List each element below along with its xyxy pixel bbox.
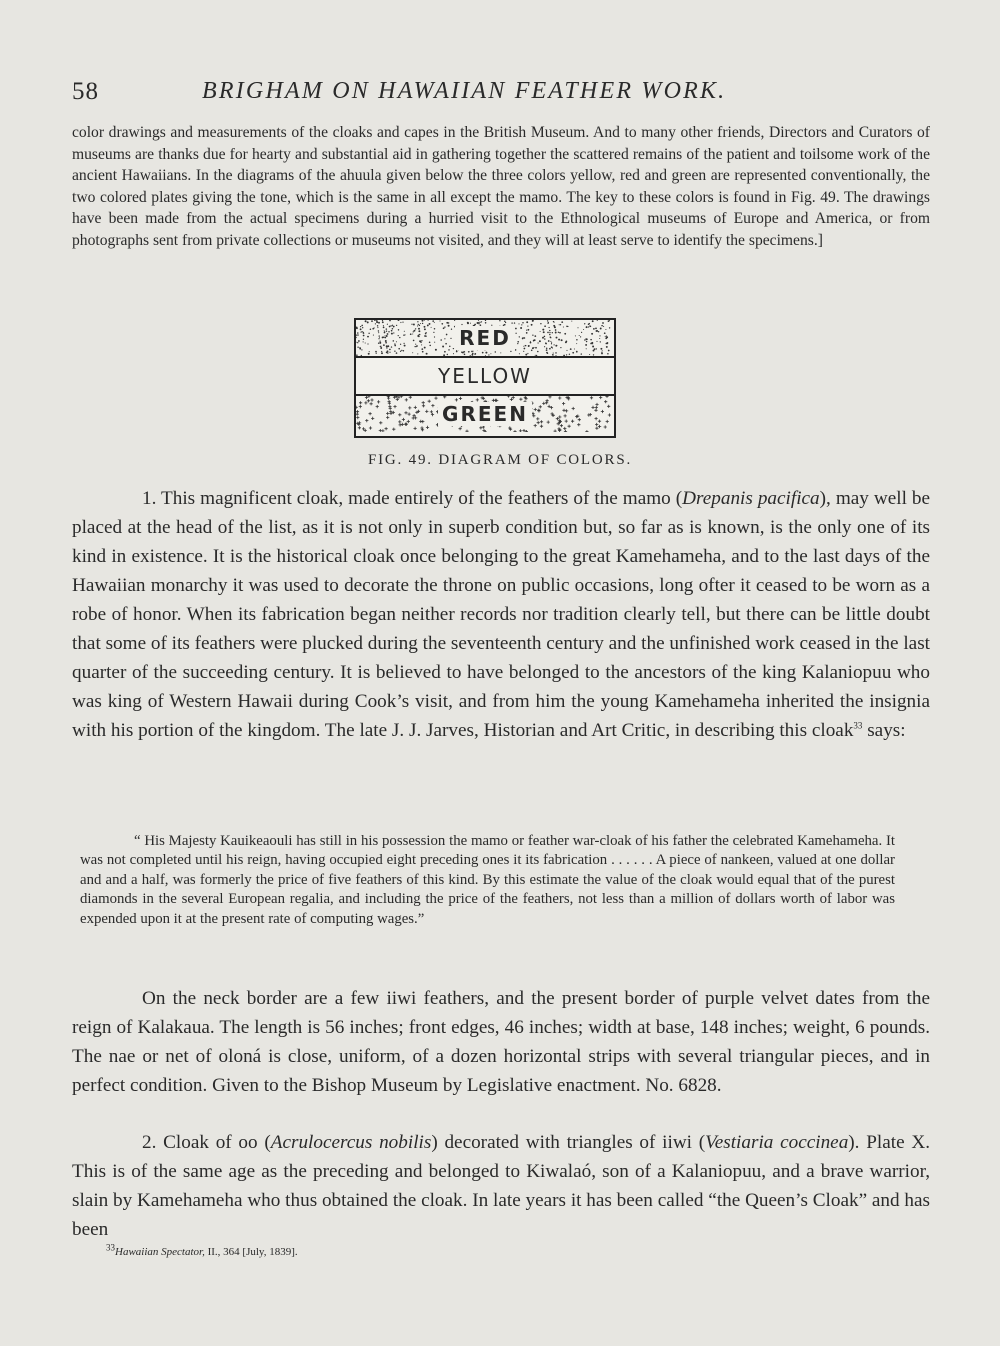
color-key-diagram: [354, 318, 616, 438]
page-header: [72, 78, 932, 112]
green-band: [356, 394, 614, 432]
jarves-quote: “ His Majesty Kauikeaouli has still in his possession the mamo or feather war-cloak of his father the celebrated Kamehameha. It was not completed until his reign, having occupied eight preceding ones it its fabrication . . . . . . A piece of nankeen, valued at one dollar and and a half, was formerly the price of five feathers of this kind. By this estimate the value of the cloak would equal that of the purest diamonds in the several European regalia, and including the price of the feathers, not less than a million of dollars worth of labor was expended upon it at the present rate of computing wages.”: [80, 833, 895, 927]
paragraph-2-number: 2.: [142, 1132, 157, 1153]
green-band-label: GREEN: [438, 402, 532, 426]
paragraph-2: [72, 1128, 930, 1244]
paragraph-1-text-b: ), may well be placed at the head of the list, as it is not only in superb condition but, so far as is known, is the only one of its kind in existence. It is the historical cloak once belonging to the great Kamehameha, and to the last days of the Hawaiian monarchy it was used to decorate the throne on public occasions, long ofter it ceased to be worn as a robe of honor. When its fabrication began neither records nor tradition clearly tell, but there can be little doubt that some of its feathers were plucked during the seventeenth century and the unfinished work ceased in the last quarter of the succeeding century. It is believed to have belonged to the ancestors of the king Kalaniopuu who was king of Western Hawaii during Cook’s visit, and from him the young Kamehameha inherited the insignia with his portion of the kingdom. The late J. J. Jarves, Historian and Art Critic, in describing this cloak: [72, 488, 931, 741]
species-acrulocercus: Acrulocercus nobilis: [270, 1132, 432, 1153]
intro-paragraph: color drawings and measurements of the cloaks and capes in the British Museum. And to many other friends, Directors and Curators of museums are thanks due for hearty and substantial aid in gathering together the scattered remains of the patient and toilsome work of the ancient Hawaiians. In the diagrams of the ahuula given below the three colors yellow, red and green are represented conventionally, the two colored plates giving the tone, which is the same in all except the mamo. The key to these colors is found in Fig. 49. The drawings have been made from the actual specimens during a hurried visit to the Ethnological museums of Europe and America, or from photographs sent from private collections or museums not visited, and they will at least serve to identify the specimens.]: [72, 124, 930, 249]
figure-caption: FIG. 49. DIAGRAM OF COLORS.: [367, 452, 633, 468]
yellow-band: [356, 356, 614, 394]
yellow-band-label: YELLOW: [438, 364, 532, 388]
paragraph-2-text-c: ). Plate X. This is of the same age as the preceding and belonged to Kiwalaó, son of a Kalaniopuu, and a brave warrior, slain by Kamehameha who thus obtained the cloak. In late years it has been called “the Queen’s Cloak” and has been: [72, 1132, 930, 1240]
red-band: [356, 320, 614, 356]
running-head: BRIGHAM ON HAWAIIAN FEATHER WORK.: [202, 78, 727, 104]
species-drepanis: Drepanis pacifica: [682, 488, 820, 509]
page-number: 58: [72, 78, 99, 105]
paragraph-2-text-a: Cloak of oo (: [156, 1132, 271, 1153]
paragraph-1: [72, 484, 930, 745]
paragraph-1-text-a: This magnificent cloak, made entirely of the feathers of the mamo (: [156, 488, 683, 509]
paragraph-1-text-c: says:: [862, 720, 906, 741]
paragraph-1-number: 1.: [142, 488, 157, 509]
paragraph-neck-text: On the neck border are a few iiwi feathers, and the present border of purple velvet dates from the reign of Kalakaua. The length is 56 inches; front edges, 46 inches; width at base, 148 inches; weight, 6 pounds. The nae or net of oloná is close, uniform, of a dozen horizontal strips with several triangular pieces, and in perfect condition. Given to the Bishop Museum by Legislative enactment. No. 6828.: [72, 988, 930, 1096]
species-vestiaria: Vestiaria coccinea: [705, 1132, 849, 1153]
footnote-source: Hawaiian Spectator,: [115, 1246, 205, 1258]
paragraph-2-text-b: ) decorated with triangles of iiwi (: [431, 1132, 706, 1153]
paragraph-neck-border: [72, 984, 930, 1129]
footnote-ref: 33: [853, 720, 863, 731]
red-band-label: RED: [455, 326, 515, 350]
footnote-mark: 33: [106, 1242, 115, 1253]
footnote: [106, 1242, 298, 1258]
footnote-detail: II., 364 [July, 1839].: [204, 1246, 298, 1258]
